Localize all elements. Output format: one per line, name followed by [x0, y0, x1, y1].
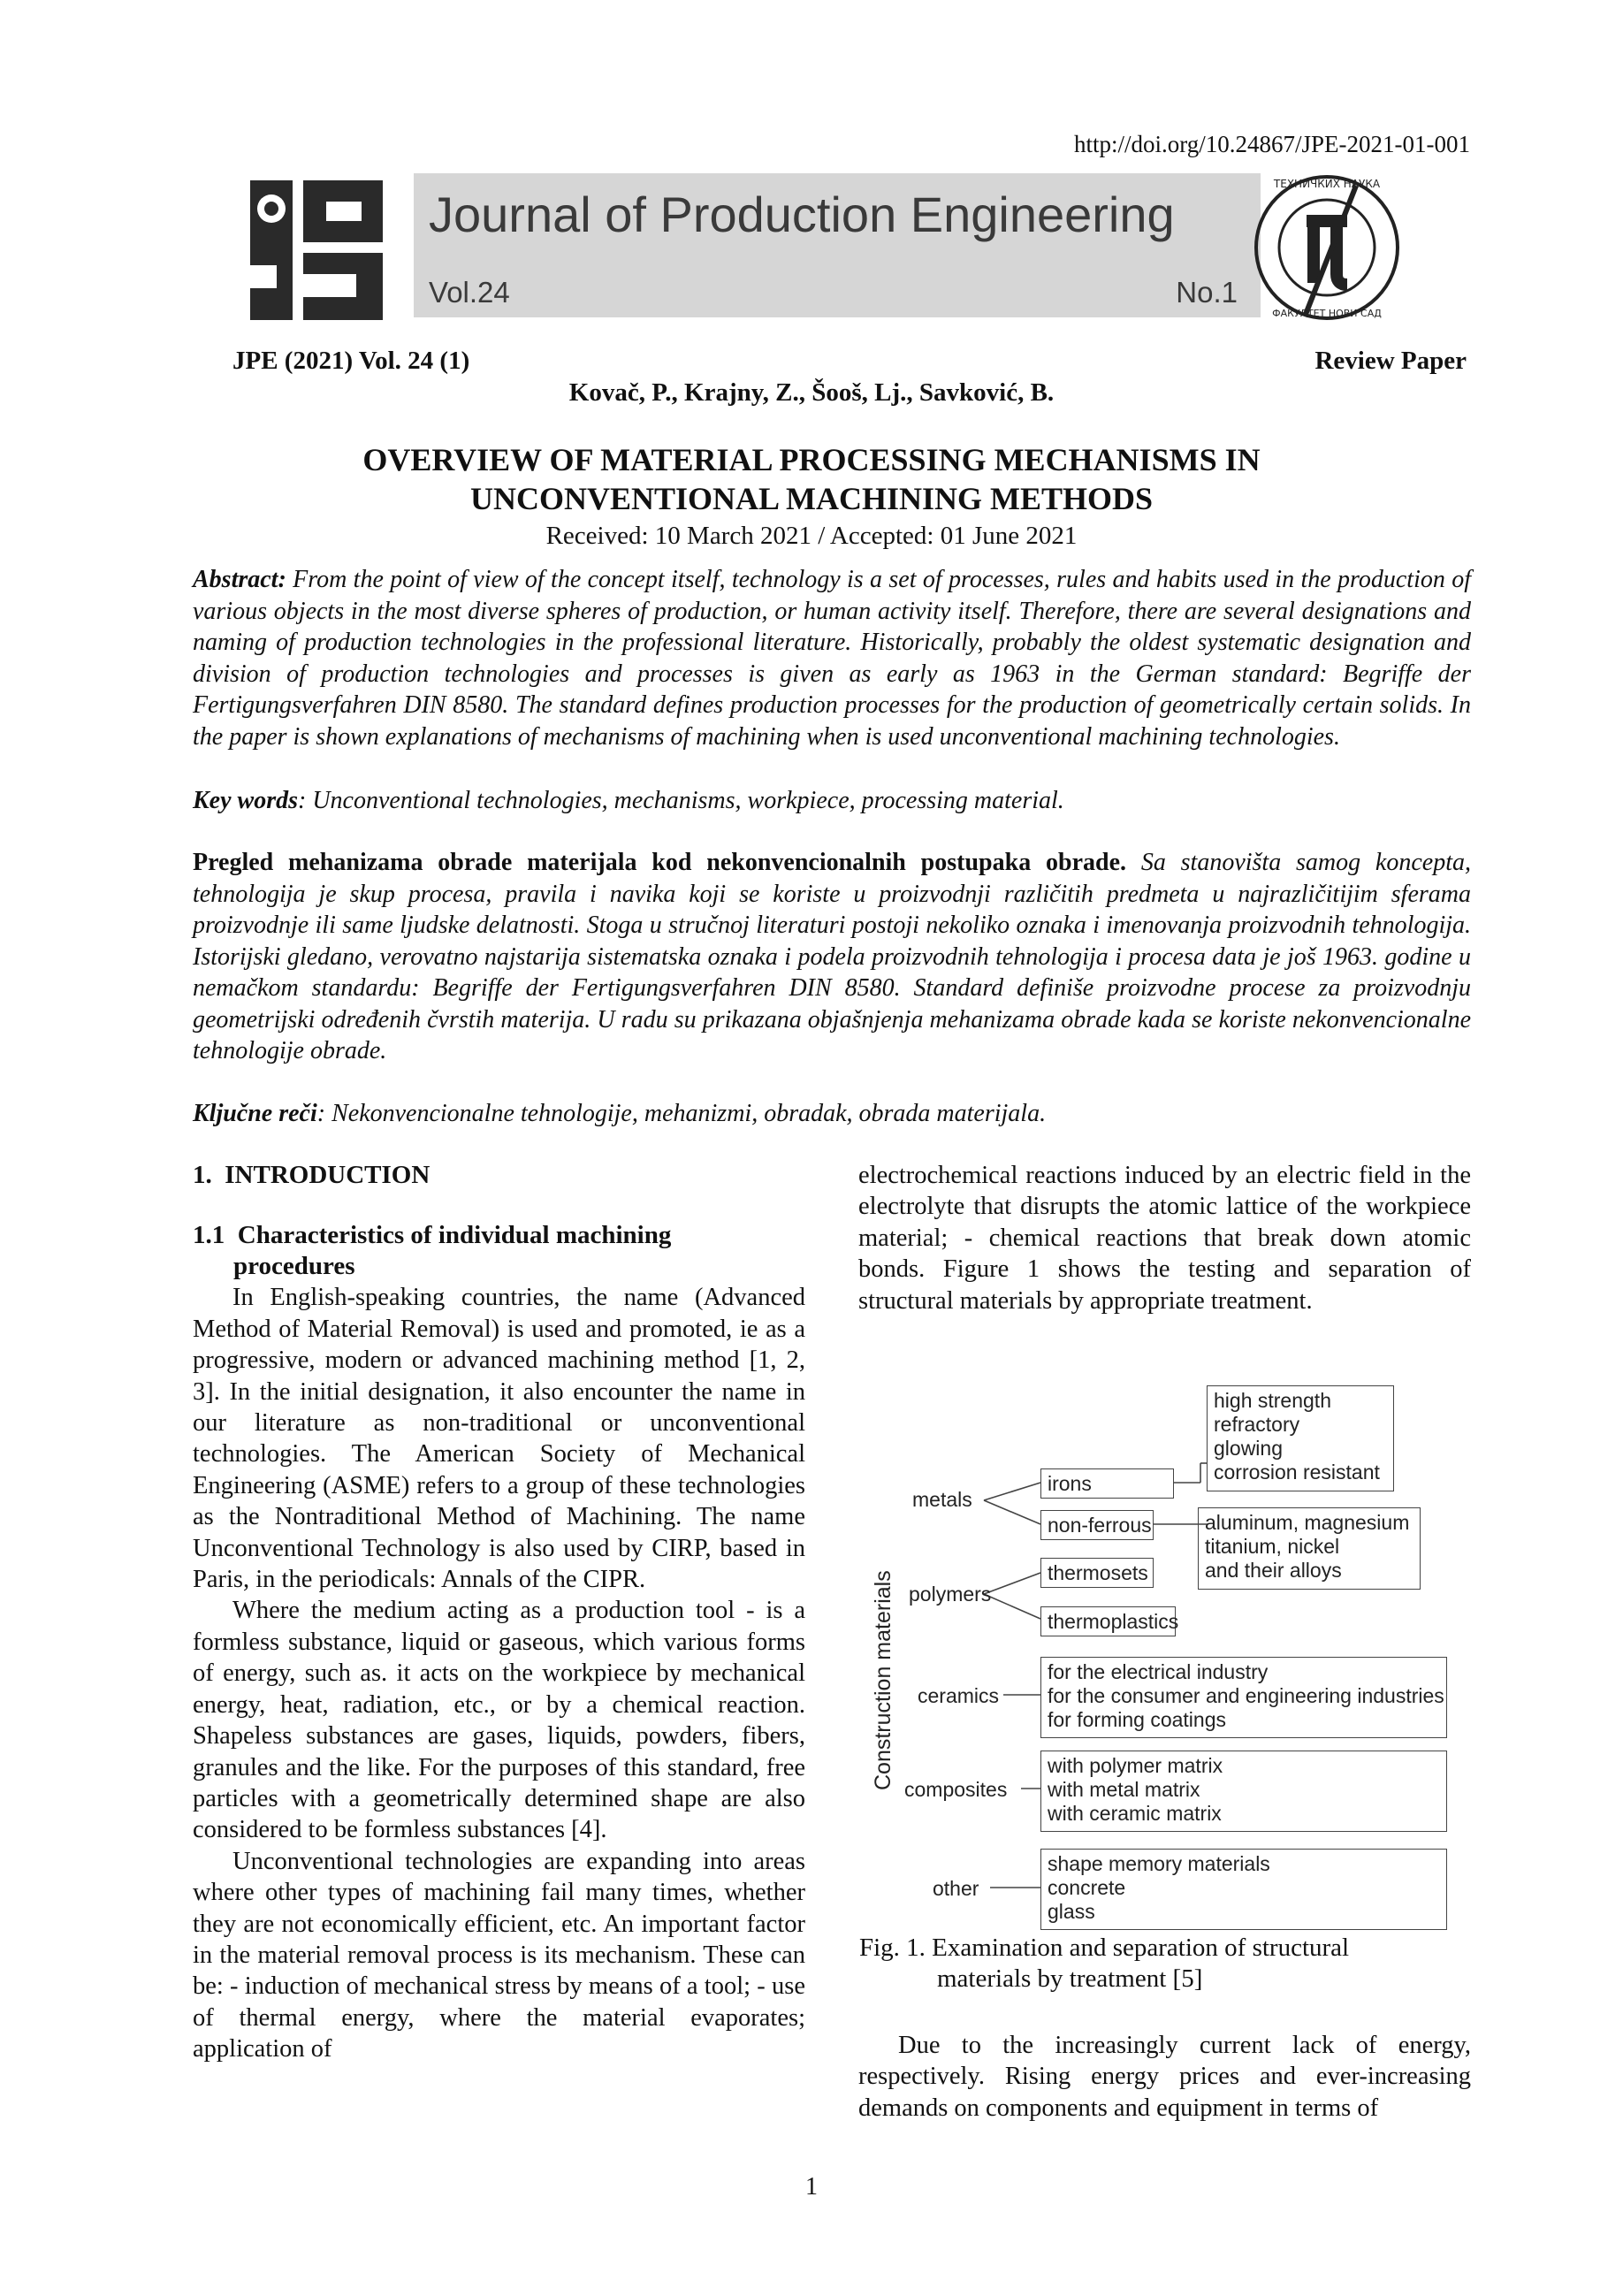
- ceramics-use-3: for forming coatings: [1048, 1708, 1226, 1731]
- box-iron-properties: [1207, 1385, 1394, 1491]
- box-nonferrous-metals: [1198, 1507, 1421, 1590]
- keywords-local-text: : Nekonvencionalne tehnologije, mehanizmi, obradak, obrada materijala.: [316, 1100, 1047, 1127]
- nonferrous-3: and their alloys: [1205, 1559, 1342, 1582]
- page-number: 1: [805, 2173, 818, 2201]
- figure-axis-label: Construction materials: [871, 1570, 895, 1790]
- keywords-label: Key words: [193, 787, 298, 814]
- box-composite-types: [1040, 1751, 1447, 1832]
- group-metals: metals: [912, 1488, 972, 1511]
- right-paragraph-1: electrochemical reactions induced by an electric field in the electrolyte that disrupts the atomic lattice of the workpiece material; - chemical reactions that break down atomic bonds. Figure 1 shows the testing and separation of structural materials by appropriate treatment.: [858, 1162, 1471, 1315]
- ceramics-use-2: for the consumer and engineering industries: [1048, 1684, 1444, 1707]
- subsection-heading-line-2: procedures: [233, 1252, 355, 1281]
- seal-text-top: ТЕХНИЧКИХ НАУКА: [1273, 178, 1381, 190]
- box-thermosets: thermosets: [1040, 1558, 1154, 1588]
- iron-prop-3: glowing: [1214, 1437, 1283, 1460]
- group-other: other: [933, 1877, 979, 1900]
- abstract-text: From the point of view of the concept itself, technology is a set of processes, rules and habits used in the production of various objects in the most diverse spheres of production, or human activity itself. Therefore, there are several designations and naming of production technologies in the professional literature. Historically, probably the oldest systematic designation and division of production technologies and processes is given as early as 1963 in the German standard: Begriffe der Fertigungsverfahren DIN 8580. The standard defines production processes for the production of geometrically certain solids. In the paper is shown explanations of mechanisms of machining when is used unconventional machining technologies.: [193, 566, 1471, 751]
- seal-text-bottom: ФАКУЛТЕТ НОВИ САД: [1272, 308, 1382, 319]
- composite-type-3: with ceramic matrix: [1048, 1802, 1222, 1825]
- keywords-text: : Unconventional technologies, mechanisms, workpiece, processing material.: [298, 787, 1064, 814]
- iron-prop-2: refractory: [1214, 1413, 1300, 1436]
- paper-title: [0, 440, 1623, 518]
- citation-info: JPE (2021) Vol. 24 (1): [232, 347, 470, 375]
- composite-type-1: with polymer matrix: [1048, 1754, 1223, 1777]
- box-ceramics-uses: [1040, 1657, 1447, 1738]
- right-column: [858, 1160, 1471, 1316]
- authors: Kovač, P., Krajny, Z., Šooš, Lj., Savković, B.: [568, 378, 1055, 407]
- composite-type-2: with metal matrix: [1048, 1778, 1200, 1801]
- other-type-2: concrete: [1048, 1876, 1126, 1899]
- right-column-continued: [858, 2030, 1471, 2124]
- title-line-2: UNCONVENTIONAL MACHINING METHODS: [469, 481, 1154, 516]
- group-composites: composites: [904, 1778, 1008, 1801]
- keywords-local: [193, 1098, 1471, 1130]
- group-ceramics: ceramics: [918, 1684, 1000, 1707]
- received-dates: Received: 10 March 2021 / Accepted: 01 June 2021: [545, 522, 1078, 550]
- box-thermoplastics: thermoplastics: [1040, 1606, 1176, 1636]
- section-heading-introduction: 1. INTRODUCTION: [193, 1161, 431, 1189]
- left-paragraph-1: In English-speaking countries, the name (Advanced Method of Material Removal) is used and promoted, ie as a progressive, modern or advanced machining method [1, 2, 3]. In the initial designation, it also encounter the name in our literature as non-traditional or unconventional technologies. The American Society of Mechanical Engineering (ASME) refers to a group of these technologies as the Nontraditional Method of Machining. The name Unconventional Technology is also used by CIRP, based in Paris, in the periodicals: Annals of the CIPR.: [193, 1284, 805, 1594]
- abstract-local: [193, 847, 1471, 1067]
- journal-name: Journal of Production Engineering: [429, 187, 1175, 242]
- left-paragraph-2: Where the medium acting as a production tool - is a formless substance, liquid or gaseous, which various forms of energy, such as. it acts on the workpiece by mechanical energy, heat, radiation, etc., or by a chemical reaction. Shapeless substances are gases, liquids, powders, fibers, granules and the like. For the purposes of this standard, free particles with a geometrically determined shape are also considered to be formless substances [4].: [193, 1597, 805, 1844]
- caption-line-1: Fig. 1. Examination and separation of structural: [859, 1934, 1350, 1962]
- journal-logo: [241, 168, 392, 327]
- iron-prop-1: high strength: [1214, 1389, 1331, 1412]
- caption-line-2: materials by treatment [5]: [937, 1964, 1203, 1993]
- keywords-local-label: Ključne reči: [193, 1100, 317, 1127]
- figure-1: [853, 1375, 1481, 1934]
- journal-volume: Vol.24: [429, 276, 510, 309]
- other-type-3: glass: [1048, 1900, 1095, 1923]
- paper-type: Review Paper: [1314, 347, 1467, 375]
- abstract: [193, 564, 1471, 752]
- box-other-types: [1040, 1849, 1447, 1930]
- other-type-1: shape memory materials: [1048, 1852, 1270, 1875]
- journal-banner: [241, 168, 1402, 327]
- nonferrous-1: aluminum, magnesium: [1205, 1511, 1410, 1534]
- iron-prop-4: corrosion resistant: [1214, 1461, 1380, 1484]
- box-non-ferrous: non-ferrous: [1040, 1510, 1154, 1540]
- nonferrous-2: titanium, nickel: [1205, 1535, 1340, 1558]
- abstract-local-label: Pregled mehanizama obrade materijala kod nekonvencionalnih postupaka obrade.: [193, 849, 1127, 876]
- journal-number: No.1: [1176, 276, 1238, 309]
- figure-1-caption: [859, 1933, 1478, 1995]
- box-irons: irons: [1040, 1468, 1174, 1499]
- keywords: [193, 785, 1471, 817]
- subsection-heading: [193, 1220, 805, 1282]
- group-polymers: polymers: [909, 1583, 992, 1606]
- right-paragraph-2: Due to the increasingly current lack of energy, respectively. Rising energy prices and ever-increasing demands on components and equipment in terms of: [858, 2032, 1471, 2122]
- left-paragraph-3: Unconventional technologies are expanding into areas where other types of machining fail many times, whether they are not economically efficient, etc. An important factor in the material removal process is its mechanism. These can be: - induction of mechanical stress by means of a tool; - use of thermal energy, where the material evaporates; application of: [193, 1847, 805, 2063]
- title-line-1: OVERVIEW OF MATERIAL PROCESSING MECHANISMS IN: [362, 442, 1261, 477]
- ceramics-use-1: for the electrical industry: [1048, 1660, 1269, 1683]
- faculty-seal: [1252, 168, 1402, 327]
- abstract-label: Abstract:: [193, 566, 286, 593]
- left-column: [193, 1160, 805, 2065]
- subsection-heading-line-1: 1.1 Characteristics of individual machining: [193, 1221, 672, 1250]
- abstract-local-text: Sa stanovišta samog koncepta, tehnologija je skup procesa, pravila i navika koji se koriste u proizvodnji različitih predmeta u najrazličitijim sferama proizvodnje ili same ljudske delatnosti. Stoga u stručnoj literaturi postoji nekoliko oznaka i imenovanja proizvodnih tehnologija. Istorijski gledano, verovatno najstarija sistematska oznaka i podela proizvodnih tehnologija i procesa data je još 1963. godine u nemačkom standardu: Begriffe der Fertigungsverfahren DIN 8580. Standard definiše proizvodne procese za proizvodnju geometrijski određenih čvrstih materija. U radu su prikazana objašnjenja mehanizama obrade kada se koriste nekonvencionalne tehnologije obrade.: [193, 849, 1471, 1064]
- doi-link[interactable]: http://doi.org/10.24867/JPE-2021-01-001: [1073, 131, 1470, 157]
